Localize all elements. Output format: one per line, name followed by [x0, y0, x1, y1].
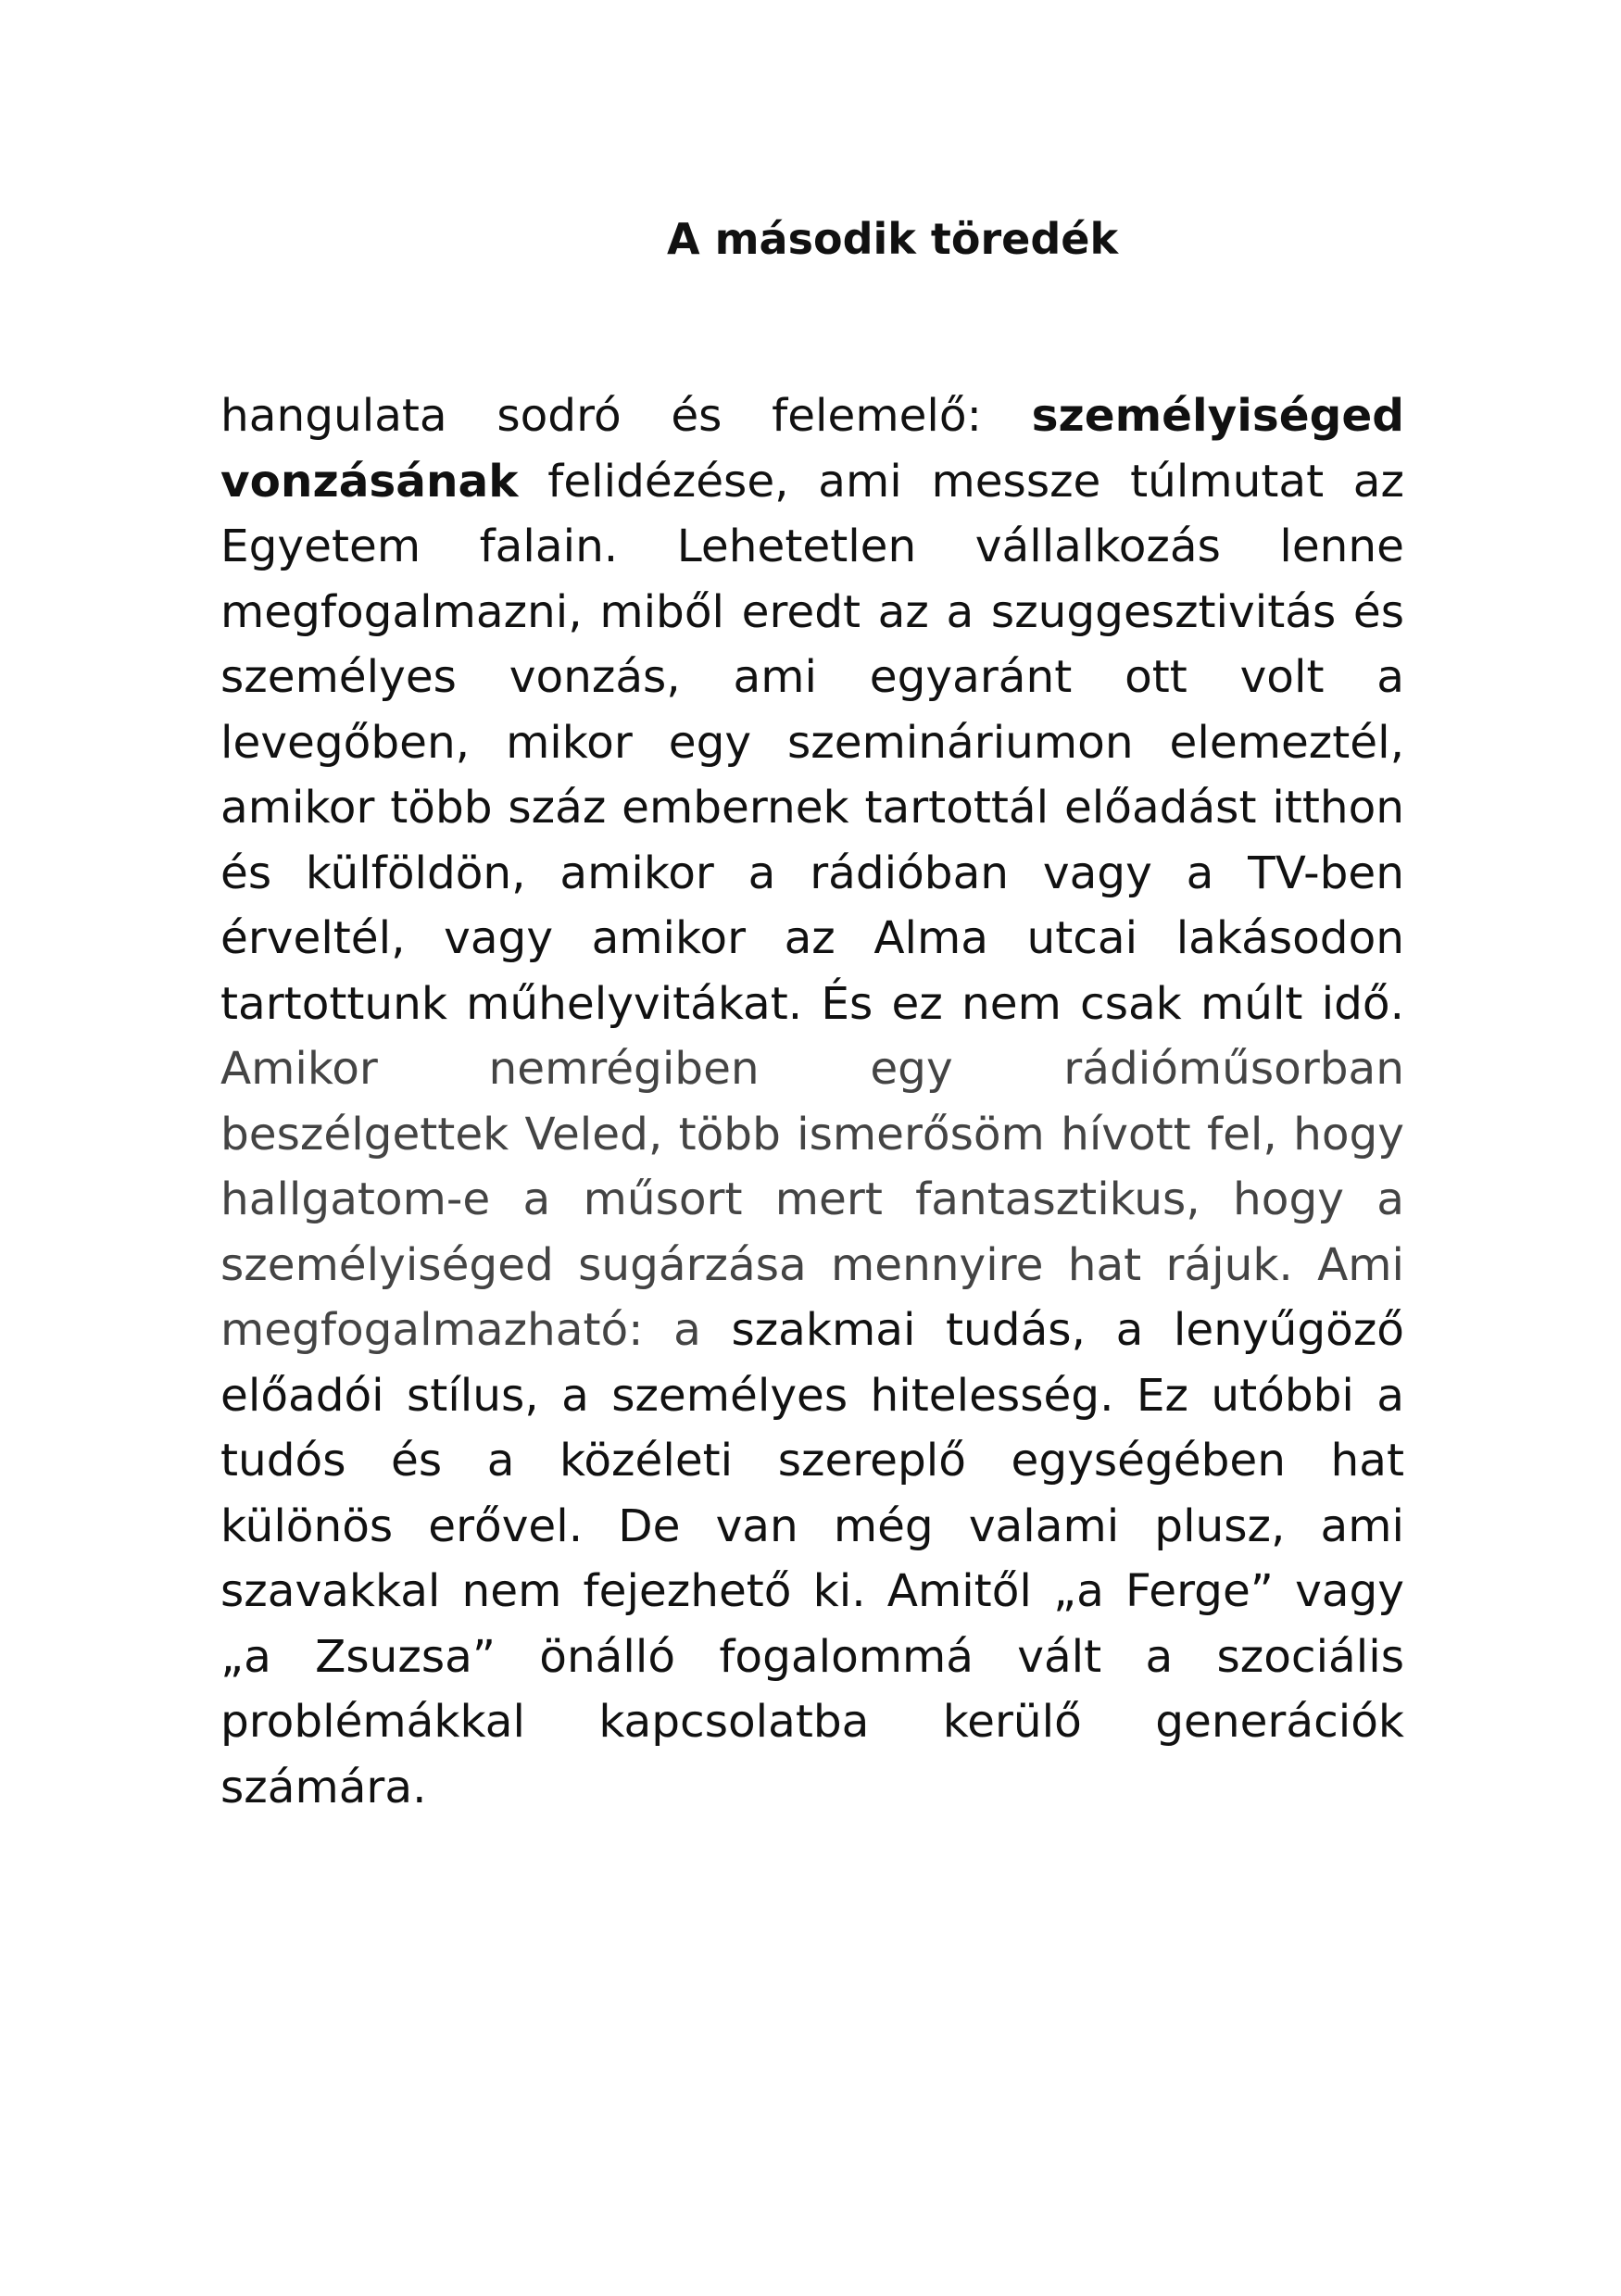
paragraph-text-3: Amikor nemrégiben egy rádióműsorban beszélgettek Veled, több ismerősöm hívott fel, hogy hallgatom-e a műsort mert fantasztikus, hogy a személyiséged sugárzása mennyire hat rájuk. Ami megfogalmazható: a	[220, 1043, 1404, 1356]
paragraph-text-1: hangulata sodró és felemelő:	[220, 390, 1032, 442]
page-title: A második töredék	[667, 214, 1119, 264]
paragraph-bold-phrase: személyiséged vonzásának	[220, 390, 1404, 508]
paragraph-text-4: szakmai tudás, a lenyűgöző előadói stílus, a személyes hitelesség. Ez utóbbi a tudós és a közéleti szereplő egységében hat különös erővel. De van még valami plusz, ami szavakkal nem fejezhető ki. Amitől „a Ferge” vagy „a Zsuzsa” önálló fogalommá vált a szociális problémákkal kapcsolatba kerülő generációk számára.	[220, 1304, 1404, 1813]
body-paragraph	[220, 383, 1404, 1820]
paragraph-text-2: felidézése, ami messze túlmutat az Egyetem falain. Lehetetlen vállalkozás lenne megfogalmazni, miből eredt az a szuggesztivitás és személyes vonzás, ami egyaránt ott volt a levegőben, mikor egy szemináriumon elemeztél, amikor több száz embernek tartottál előadást itthon és külföldön, amikor a rádióban vagy a TV-ben érveltél, vagy amikor az Alma utcai lakásodon tartottunk műhelyvitákat. És ez nem csak múlt idő.	[220, 455, 1404, 1030]
